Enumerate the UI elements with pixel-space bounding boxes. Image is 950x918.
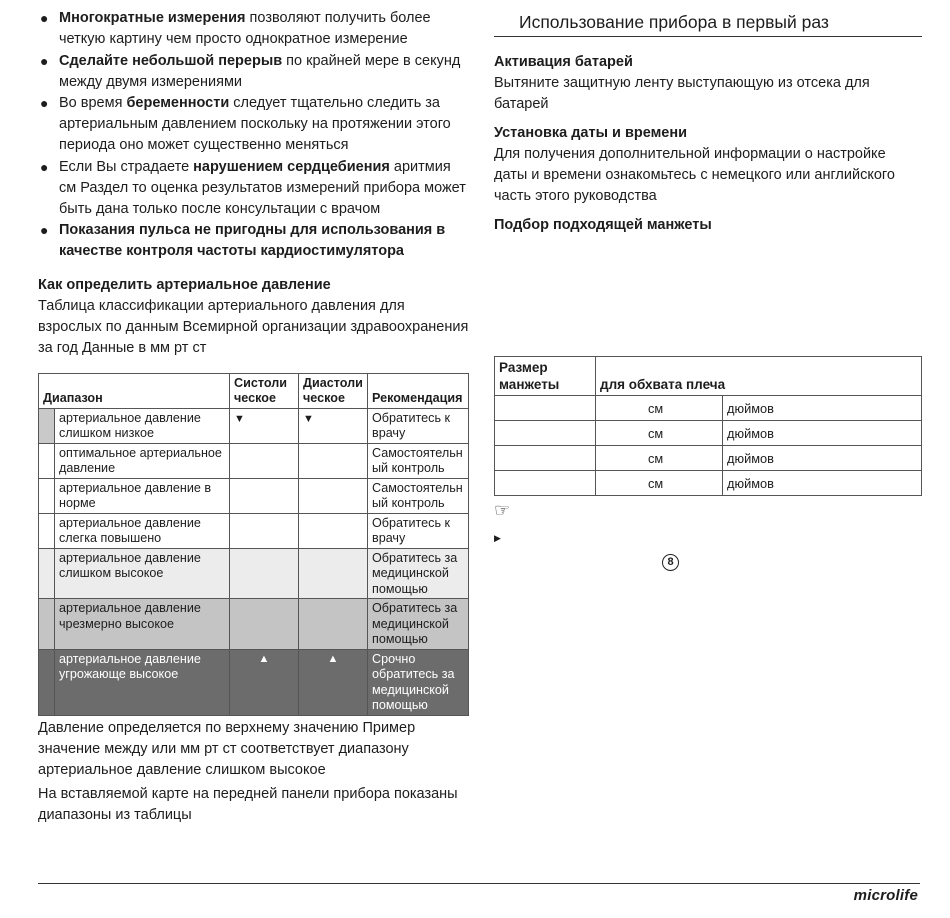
arrow-up-icon: ▲ xyxy=(258,652,270,665)
cuff-heading: Подбор подходящей манжеты xyxy=(494,217,712,233)
bullet-text: следует тщательно следить за артериальным давлением поскольку на протяжении этого периода оно может существенно меняться xyxy=(59,95,451,153)
range-cell: артериальное давление слишком высокое xyxy=(55,548,230,599)
circled-number-icon: 8 xyxy=(662,554,679,571)
col-header-recommendation: Рекомендация xyxy=(368,373,469,408)
systolic-cell xyxy=(230,649,299,715)
note-line xyxy=(494,552,922,571)
table-row xyxy=(39,649,469,715)
col-header-arm-circumference: для обхвата плеча xyxy=(596,357,922,396)
arrow-down-icon: ▼ xyxy=(234,412,245,425)
list-item xyxy=(38,220,470,262)
recommendation-cell: Обратитесь к врачу xyxy=(368,513,469,548)
bullet-text: по крайней мере в секунд между двумя измерениями xyxy=(59,52,461,90)
tips-list xyxy=(38,8,470,262)
table-row xyxy=(39,408,469,443)
list-item xyxy=(38,51,470,93)
bp-heading: Как определить артериальное давление xyxy=(38,276,331,293)
cm-cell: см xyxy=(596,396,723,421)
note-line xyxy=(494,528,922,546)
bp-classification-table xyxy=(38,373,469,716)
systolic-cell xyxy=(230,478,299,513)
range-cell: артериальное давление в норме xyxy=(55,478,230,513)
bullet-icon: ● xyxy=(40,222,49,238)
diastolic-cell xyxy=(299,443,368,478)
cm-cell: см xyxy=(596,446,723,471)
range-cell: артериальное давление слегка повышено xyxy=(55,513,230,548)
systolic-cell xyxy=(230,443,299,478)
col-header-diastolic: Диастоли ческое xyxy=(299,373,368,408)
cuff-size-table xyxy=(494,356,922,496)
diastolic-cell xyxy=(299,548,368,599)
recommendation-cell: Обратитесь за медицинской помощью xyxy=(368,548,469,599)
diastolic-cell xyxy=(299,649,368,715)
recommendation-cell: Обратитесь за медицинской помощью xyxy=(368,599,469,650)
inch-cell: дюймов xyxy=(723,396,922,421)
bullet-icon: ● xyxy=(40,10,49,26)
brand-logo: microlife xyxy=(853,887,918,904)
inch-cell: дюймов xyxy=(723,471,922,496)
recommendation-cell: Самостоятельн ый контроль xyxy=(368,478,469,513)
range-cell: артериальное давление угрожающе высокое xyxy=(55,649,230,715)
cuff-size-cell xyxy=(495,421,596,446)
table-row xyxy=(39,478,469,513)
table-row xyxy=(39,513,469,548)
diastolic-cell xyxy=(299,599,368,650)
datetime-text: Для получения дополнительной информации о настройке даты и времени ознакомьтесь с немецкого или английского часть этого руководства xyxy=(494,146,895,204)
after-table-text-2: На вставляемой карте на передней панели прибора показаны диапазоны из таблицы xyxy=(38,785,458,823)
bullet-icon: ● xyxy=(40,158,49,175)
battery-heading: Активация батарей xyxy=(494,54,633,70)
table-row xyxy=(495,396,922,421)
col-header-systolic: Систоли ческое xyxy=(230,373,299,408)
col-header-range: Диапазон xyxy=(39,373,230,408)
inch-cell: дюймов xyxy=(723,421,922,446)
bullet-text: Если Вы страдаете xyxy=(59,158,194,175)
left-column xyxy=(38,8,470,826)
cm-cell: см xyxy=(596,471,723,496)
arrow-down-icon: ▼ xyxy=(303,412,314,425)
systolic-cell xyxy=(230,408,299,443)
bullet-icon: ● xyxy=(40,95,49,111)
diastolic-cell xyxy=(299,408,368,443)
cuff-size-cell xyxy=(495,446,596,471)
bp-intro: Таблица классификации артериального давления для взрослых по данным Всемирной организации здравоохранения за год Данные в мм рт ст xyxy=(38,297,469,356)
row-color-stripe xyxy=(39,408,55,443)
table-row xyxy=(495,446,922,471)
bullet-text: аритмия см Раздел то оценка результатов измерений прибора может быть дана только после консультации с врачом xyxy=(59,158,466,217)
row-color-stripe xyxy=(39,548,55,599)
section-title: Использование прибора в первый раз xyxy=(519,12,829,32)
bullet-text: Во время xyxy=(59,95,127,111)
bullet-bold-text: Показания пульса не пригодны для использования в качестве контроля частоты кардиостимулятора xyxy=(59,222,446,259)
pointing-hand-icon: ☞ xyxy=(494,500,511,520)
list-item xyxy=(38,8,470,50)
row-color-stripe xyxy=(39,513,55,548)
row-color-stripe xyxy=(39,443,55,478)
arrow-up-icon: ▲ xyxy=(327,652,339,665)
bullet-text: позволяют получить более четкую картину чем просто однократное измерение xyxy=(59,10,431,47)
bullet-icon: ● xyxy=(40,52,49,69)
table-row xyxy=(39,599,469,650)
row-color-stripe xyxy=(39,599,55,650)
recommendation-cell: Обратитесь к врачу xyxy=(368,408,469,443)
after-table-text-1: Давление определяется по верхнему значению Пример значение между или мм рт ст соответствует диапазону артериальное давление слишком высокое xyxy=(38,719,416,778)
range-cell: артериальное давление слишком низкое xyxy=(55,408,230,443)
bullet-bold-text: Многократные измерения xyxy=(59,10,246,26)
range-cell: оптимальное артериальное давление xyxy=(55,443,230,478)
range-cell: артериальное давление чрезмерно высокое xyxy=(55,599,230,650)
col-header-cuff-size: Размер манжеты xyxy=(495,357,596,396)
table-row xyxy=(39,548,469,599)
systolic-cell xyxy=(230,513,299,548)
cuff-size-cell xyxy=(495,396,596,421)
diastolic-cell xyxy=(299,478,368,513)
datetime-heading: Установка даты и времени xyxy=(494,125,688,141)
systolic-cell xyxy=(230,599,299,650)
battery-text: Вытяните защитную ленту выступающую из отсека для батарей xyxy=(494,75,870,112)
row-color-stripe xyxy=(39,649,55,715)
diastolic-cell xyxy=(299,513,368,548)
bullet-bold-text: нарушением сердцебиения xyxy=(193,158,390,175)
cuff-size-cell xyxy=(495,471,596,496)
systolic-cell xyxy=(230,548,299,599)
bullet-bold-text: беременности xyxy=(126,95,230,111)
table-row xyxy=(495,471,922,496)
table-row xyxy=(495,421,922,446)
recommendation-cell: Срочно обратитесь за медицинской помощью xyxy=(368,649,469,715)
bullet-bold-text: Сделайте небольшой перерыв xyxy=(59,52,283,69)
footer-divider xyxy=(38,883,920,884)
inch-cell: дюймов xyxy=(723,446,922,471)
right-column xyxy=(494,8,922,571)
cm-cell: см xyxy=(596,421,723,446)
triangle-bullet-icon: ▶ xyxy=(494,533,501,543)
recommendation-cell: Самостоятельн ый контроль xyxy=(368,443,469,478)
row-color-stripe xyxy=(39,478,55,513)
list-item xyxy=(38,93,470,156)
list-item xyxy=(38,157,470,220)
table-row xyxy=(39,443,469,478)
